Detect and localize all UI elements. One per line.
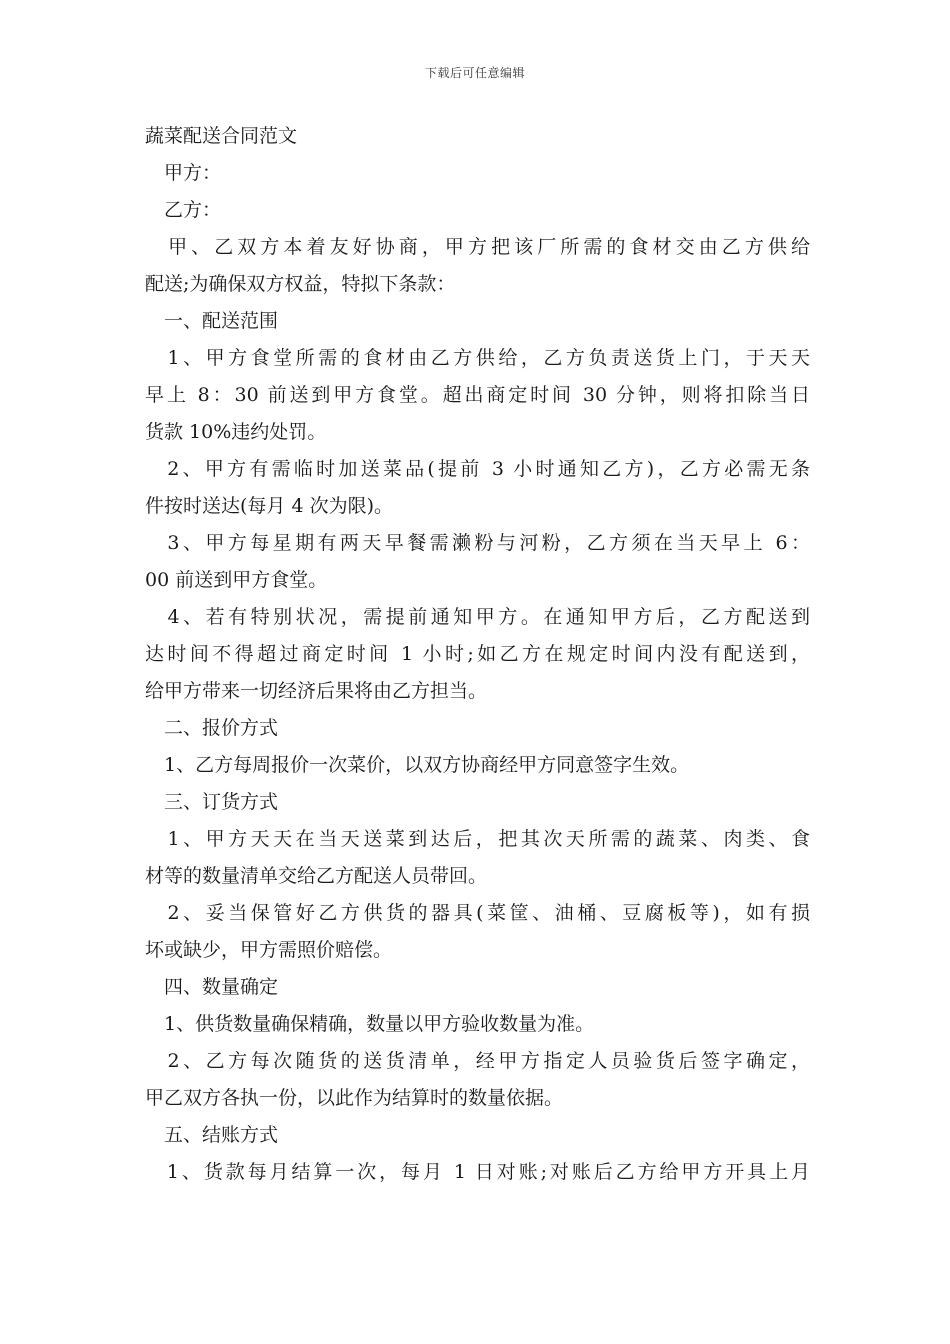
- document-line: 三、订货方式: [145, 791, 279, 813]
- document-line: 1、甲方天天在当天送菜到达后，把其次天所需的蔬菜、肉类、食: [145, 828, 810, 850]
- document-line: 一、配送范围: [145, 310, 279, 332]
- document-line: 2、乙方每次随货的送货清单，经甲方指定人员验货后签字确定，: [145, 1050, 810, 1072]
- document-line: 二、报价方式: [145, 717, 279, 739]
- document-line: 乙方：: [145, 199, 222, 221]
- document-line: 4、若有特别状况，需提前通知甲方。在通知甲方后，乙方配送到: [145, 606, 810, 628]
- document-line: 甲方：: [145, 162, 222, 184]
- document-line: 甲乙双方各执一份，以此作为结算时的数量依据。: [145, 1087, 564, 1109]
- document-line: 甲、乙双方本着友好协商，甲方把该厂所需的食材交由乙方供给: [145, 236, 810, 258]
- document-line: 2、甲方有需临时加送菜品(提前 3 小时通知乙方)，乙方必需无条: [145, 458, 810, 480]
- document-line: 早上 8：30 前送到甲方食堂。超出商定时间 30 分钟，则将扣除当日: [145, 384, 810, 406]
- document-line: 配送;为确保双方权益，特拟下条款：: [145, 273, 456, 295]
- document-line: 1、货款每月结算一次，每月 1 日对账;对账后乙方给甲方开具上月: [145, 1161, 810, 1183]
- document-line: 四、数量确定: [145, 976, 279, 998]
- header-note: 下载后可任意编辑: [424, 66, 525, 80]
- document-line: 1、供货数量确保精确，数量以甲方验收数量为准。: [145, 1013, 595, 1035]
- document-line: 1、甲方食堂所需的食材由乙方供给，乙方负责送货上门，于天天: [145, 347, 810, 369]
- document-line: 给甲方带来一切经济后果将由乙方担当。: [145, 680, 488, 702]
- document-line: 坏或缺少，甲方需照价赔偿。: [145, 939, 393, 961]
- document-line: 00 前送到甲方食堂。: [145, 569, 328, 591]
- document-lines: [145, 155, 810, 1191]
- document-line: 2、妥当保管好乙方供货的器具(菜筐、油桶、豆腐板等)，如有损: [145, 902, 810, 924]
- document-line: 五、结账方式: [145, 1124, 279, 1146]
- document-line: 件按时送达(每月 4 次为限)。: [145, 495, 393, 517]
- document-title: 蔬菜配送合同范文: [145, 125, 298, 147]
- document-line: 3、甲方每星期有两天早餐需濑粉与河粉，乙方须在当天早上 6：: [145, 532, 810, 554]
- document-line: 达时间不得超过商定时间 1 小时;如乙方在规定时间内没有配送到，: [145, 643, 810, 665]
- document-line: 材等的数量清单交给乙方配送人员带回。: [145, 865, 488, 887]
- document-body: [145, 118, 810, 1191]
- document-line: 1、乙方每周报价一次菜价，以双方协商经甲方同意签字生效。: [145, 754, 690, 776]
- document-line: 货款 10%违约处罚。: [145, 421, 327, 443]
